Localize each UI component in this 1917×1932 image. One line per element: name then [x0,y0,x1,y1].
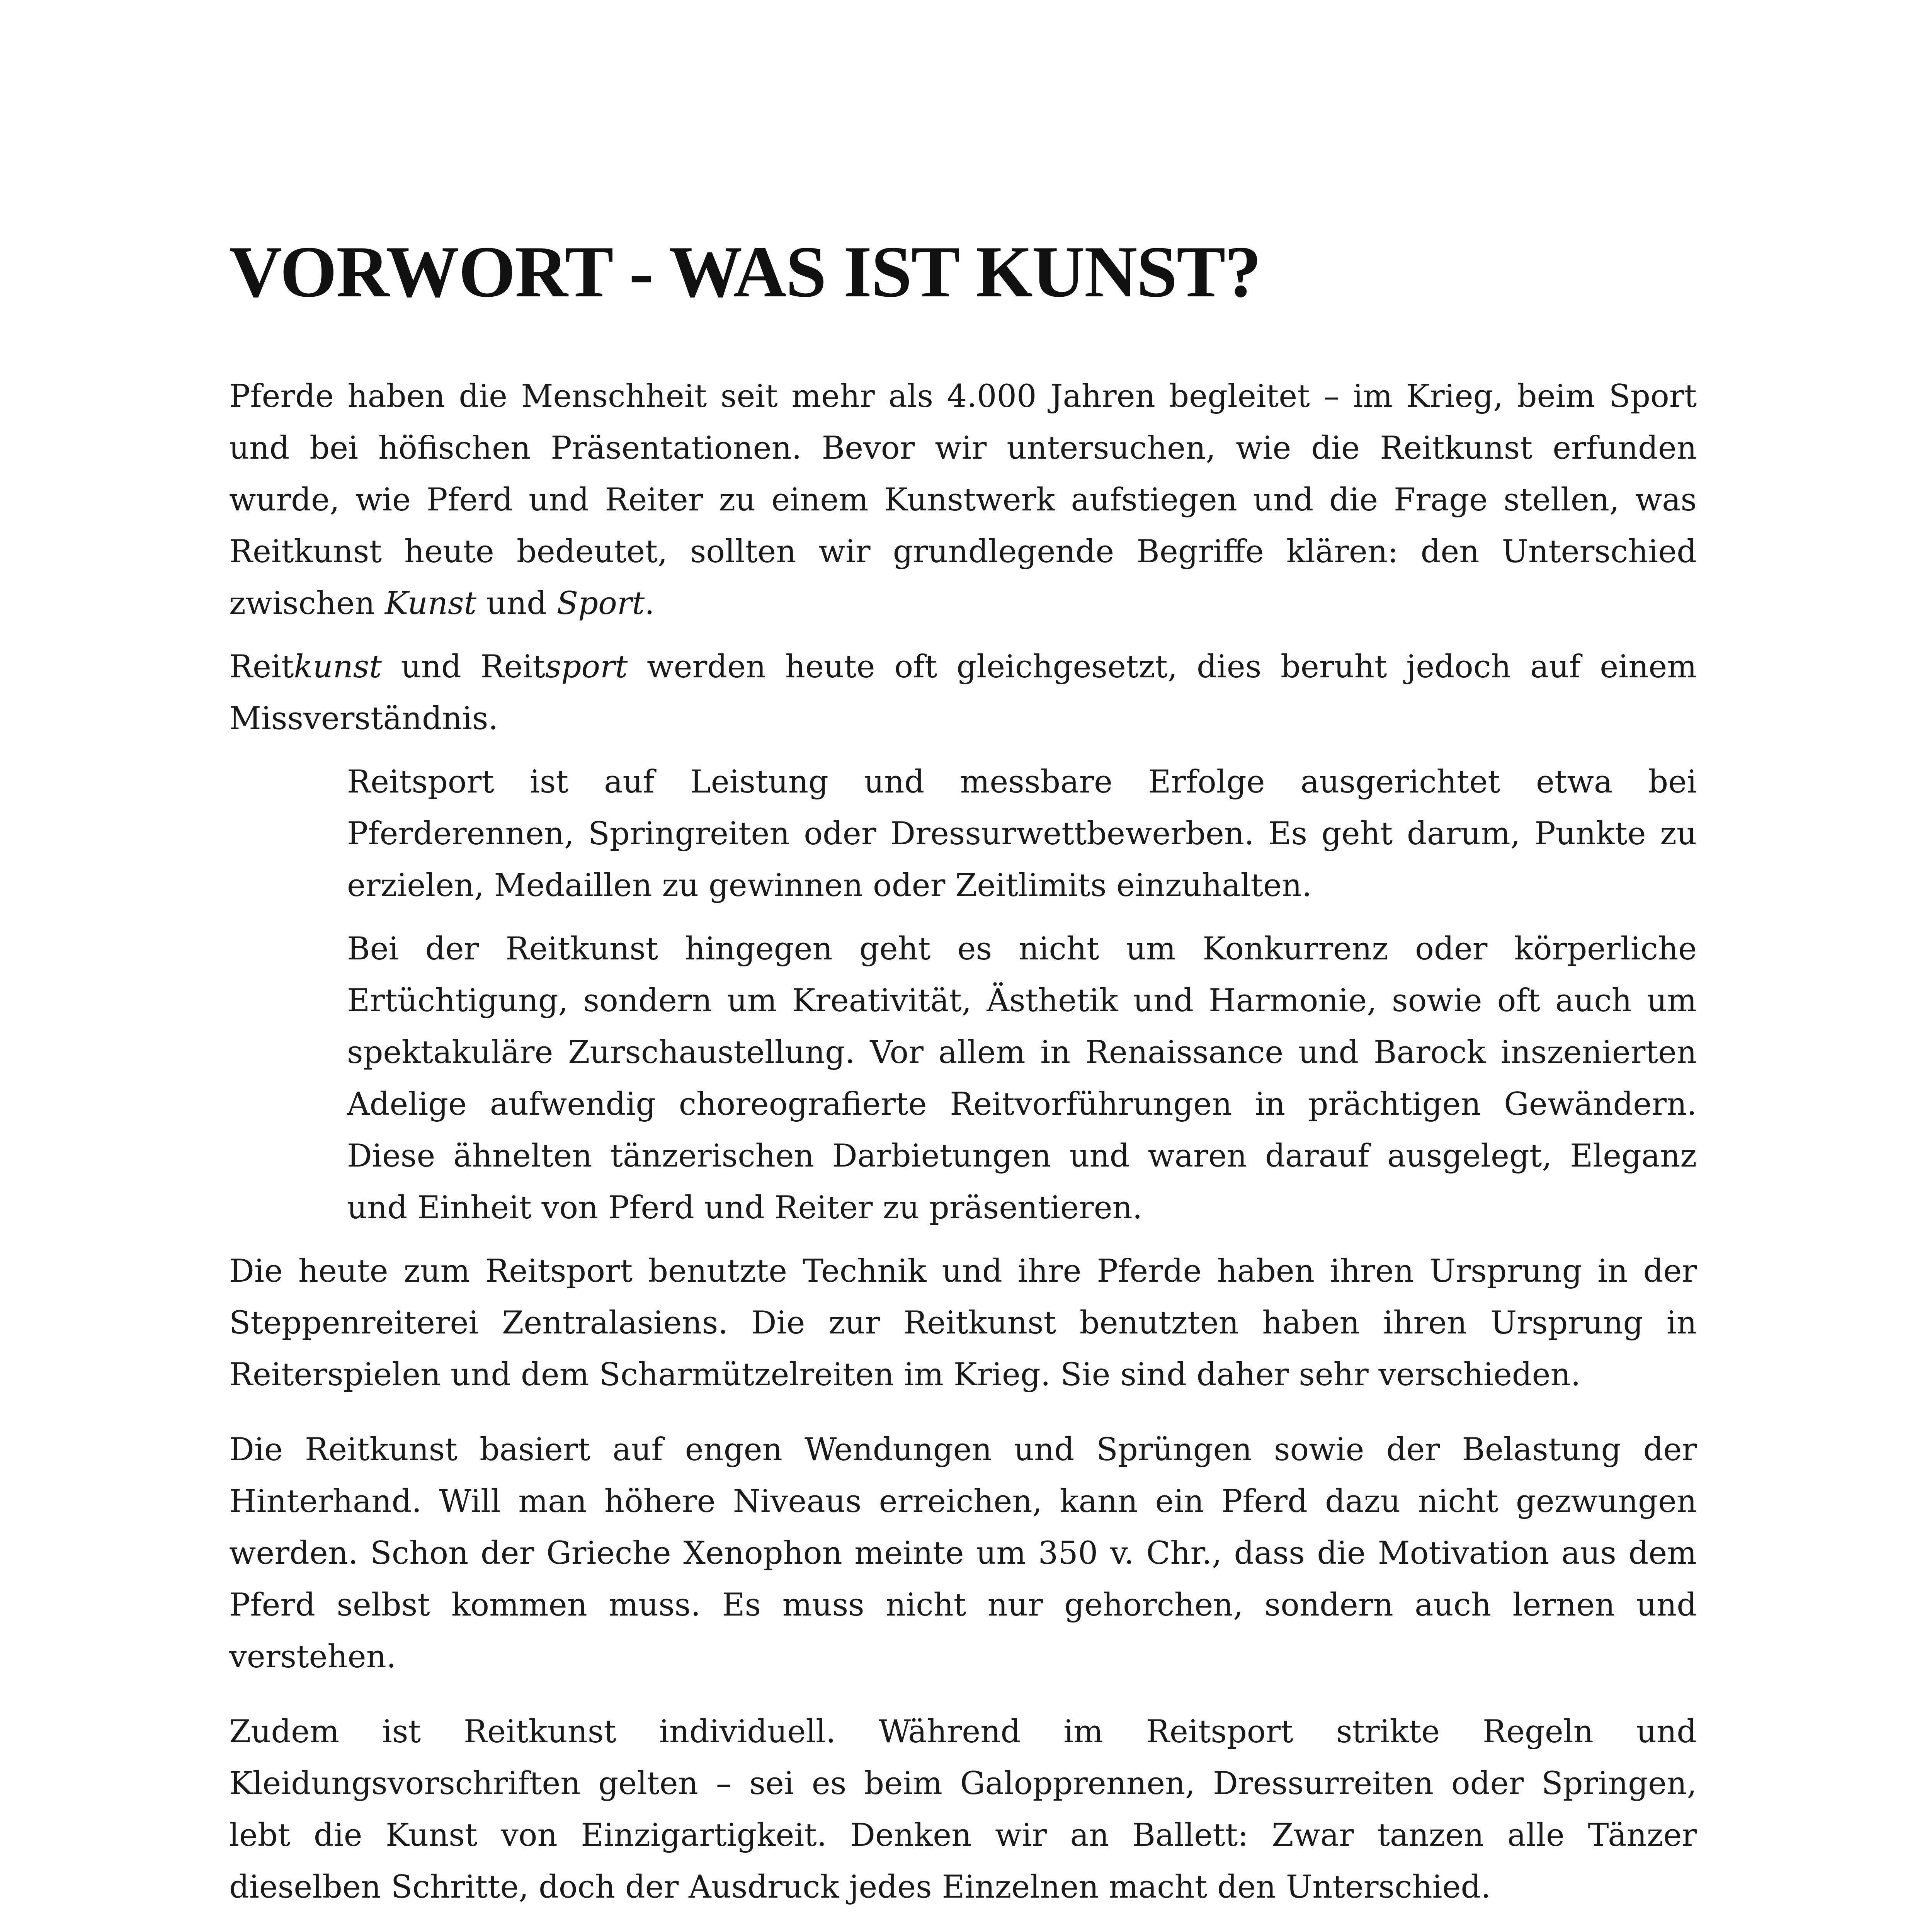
indented-paragraph-reitkunst: Bei der Reitkunst hingegen geht es nicht um Konkurrenz oder körperliche Ertüchtigung, sondern um Kreativität, Ästhetik und Harmonie, sowie oft auch um spektakuläre Zurschaustellung. Vor allem in Renaissance und Barock inszenierten Adelige aufwendig choreografierte Reitvorführungen in prächtigen Gewändern. Diese ähnelten tänzerischen Darbietungen und waren darauf ausgelegt, Eleganz und Einheit von Pferd und Reiter zu präsentieren. [347,931,1697,1226]
paragraph-origin-technique: Die heute zum Reitsport benutzte Technik und ihre Pferde haben ihren Ursprung in der Steppenreiterei Zentralasiens. Die zur Reitkunst benutzten haben ihren Ursprung in Reiterspielen und dem Scharmützelreiten im Krieg. Sie sind daher sehr verschieden. [229,1253,1697,1393]
term-sport: Sport [556,585,645,622]
term-kunst-suffix: kunst [294,649,382,685]
conjunction: und [476,585,557,622]
paragraph-intro-text: Pferde haben die Menschheit seit mehr als 4.000 Jahren begleitet – im Krieg, beim Sport und bei höfischen Präsentationen. Bevor wir untersuchen, wie die Reitkunst erfunden wurde, wie Pferd und Reiter zu einem Kunstwerk aufstiegen und die Frage stellen, was Reitkunst heute bedeutet, sollten wir grundlegende Begriffe klären: den Unterschied zwischen [229,378,1697,622]
conjunction: und [381,649,481,685]
word-reit: Reit [229,649,294,685]
period: . [645,585,655,622]
page-content [229,232,1697,1932]
paragraph-definition [229,641,1697,745]
chapter-title: VORWORT - WAS IST KUNST? [229,231,1261,313]
paragraph-individuality: Zudem ist Reitkunst individuell. Während im Reitsport strikte Regeln und Kleidungsvorschriften gelten – sei es beim Galopprennen, Dressurreiten oder Springen, lebt die Kunst von Einzigartigkeit. Denken wir an Ballett: Zwar tanzen alle Tänzer dieselben Schritte, doch der Ausdruck jedes Einzelnen macht den Unterschied. [229,1714,1697,1905]
indented-paragraph-reitsport: Reitsport ist auf Leistung und messbare Erfolge ausgerichtet etwa bei Pferderennen, Springreiten oder Dressurwettbewerben. Es geht darum, Punkte zu erzielen, Medaillen zu gewinnen oder Zeitlimits einzuhalten. [347,764,1697,904]
term-kunst: Kunst [384,585,477,622]
word-reit: Reit [480,649,545,685]
paragraph-definition-text: werden heute oft gleichgesetzt, dies beruht jedoch auf einem Missverständnis. [229,649,1697,737]
term-sport-suffix: sport [545,649,628,685]
paragraph-intro [229,371,1697,629]
paragraph-xenophon: Die Reitkunst basiert auf engen Wendungen und Sprüngen sowie der Belastung der Hinterhand. Will man höhere Niveaus erreichen, kann ein Pferd dazu nicht gezwungen werden. Schon der Grieche Xenophon meinte um 350 v. Chr., dass die Motivation aus dem Pferd selbst kommen muss. Es muss nicht nur gehorchen, sondern auch lernen und verstehen. [229,1432,1697,1675]
